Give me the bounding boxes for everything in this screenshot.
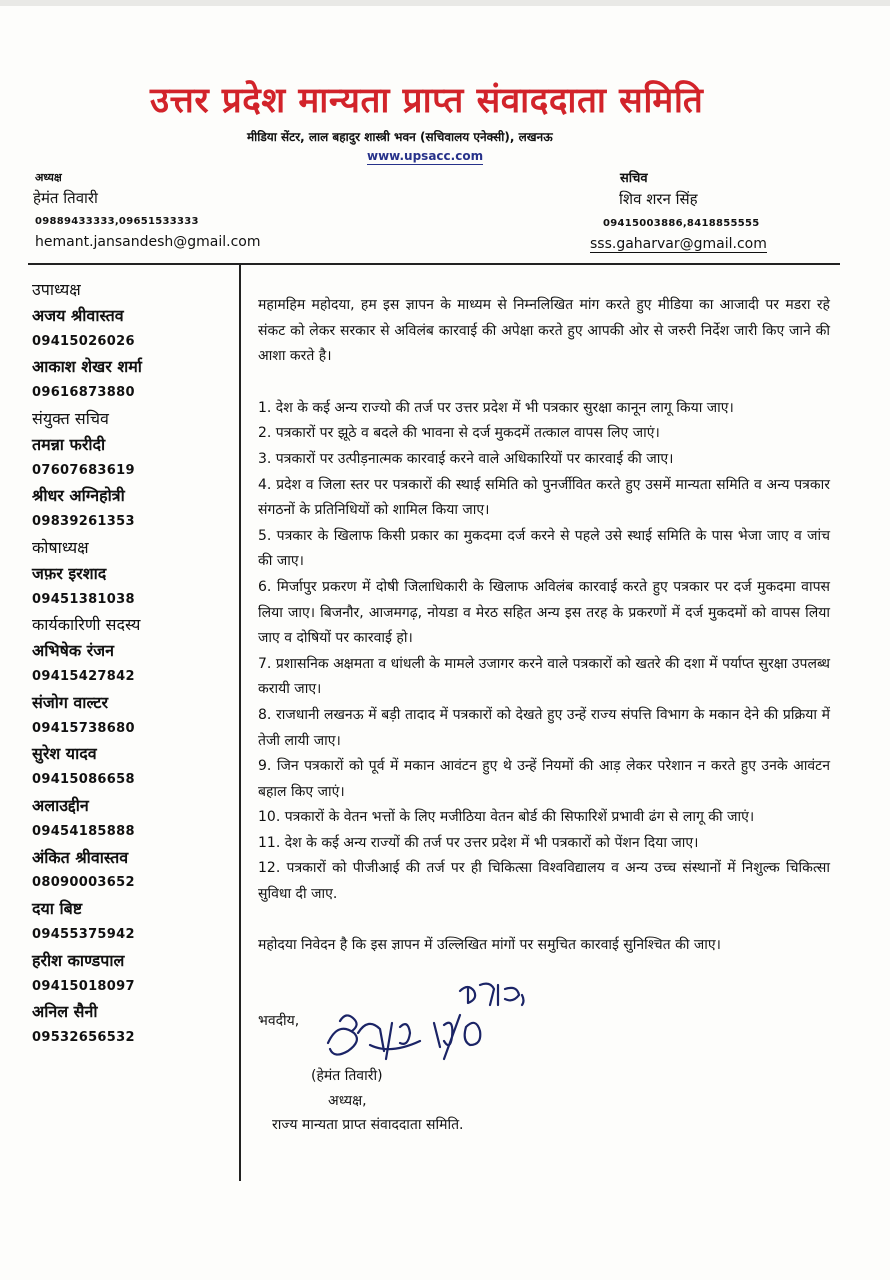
sidebar-phone: 09415427842 — [32, 668, 135, 684]
demand-item: 2. पत्रकारों पर झूठे व बदले की भावना से दर्ज मुकदमें तत्काल वापस लिए जाएं। — [258, 425, 660, 442]
sidebar-person: श्रीधर अग्निहोत्री — [32, 486, 125, 506]
letter-closing: महोदया निवेदन है कि इस ज्ञापन में उल्लिखित मांगों पर समुचित कारवाई सुनिश्चित की जाए। — [258, 936, 721, 953]
sidebar-person: आकाश शेखर शर्मा — [32, 357, 142, 377]
sidebar-divider — [239, 263, 241, 1181]
sidebar-person: हरीश काण्डपाल — [32, 950, 125, 970]
org-address: मीडिया सेंटर, लाल बहादुर शास्त्री भवन (सचिवालय एनेक्सी), लखनऊ — [247, 130, 553, 144]
demand-item: 7. प्रशासनिक अक्षमता व धांधली के मामले उजागर करने वाले पत्रकारों को खतरे की दशा में पर्याप्त सुरक्षा उपलब्ध करायी जाए। — [258, 655, 830, 698]
handwritten-signature — [300, 975, 530, 1105]
sidebar-phone: 09415738680 — [32, 720, 135, 736]
sidebar-person: अभिषेक रंजन — [32, 641, 115, 661]
signature-designation: अध्यक्ष, — [328, 1093, 367, 1109]
sidebar-phone: 09455375942 — [32, 926, 135, 942]
sidebar-section: उपाध्यक्ष — [32, 280, 81, 299]
demand-item: 3. पत्रकारों पर उत्पीड़नात्मक कारवाई करने वाले अधिकारियों पर कारवाई की जाए। — [258, 450, 674, 467]
sidebar-person: अजय श्रीवास्तव — [32, 305, 124, 325]
sidebar-phone: 07607683619 — [32, 462, 135, 478]
demand-item: 4. प्रदेश व जिला स्तर पर पत्रकारों की स्थाई समिति को पुनर्जीवित करते हुए उसमें मान्यता समिति व अन्य पत्रकार संगठनों के प्रतिनिधियों को शामिल किया जाए। — [258, 476, 830, 519]
demand-item: 1. देश के कई अन्य राज्यो की तर्ज पर उत्तर प्रदेश में भी पत्रकार सुरक्षा कानून लागू किया जाए। — [258, 399, 734, 416]
letter-intro: महामहिम महोदया, हम इस ज्ञापन के माध्यम से निम्नलिखित मांग करते हुए मीडिया का आजादी पर मडरा रहे संकट को लेकर सरकार से अविलंब कारवाई की अपेक्षा करते हुए आपकी ओर से जरुरी निर्देश जारी किए जाने की आशा करते है। — [258, 297, 830, 365]
demand-item: 10. पत्रकारों के वेतन भत्तों के लिए मजीठिया वेतन बोर्ड की सिफारिशें प्रभावी ढंग से लागू की जाएं। — [258, 809, 755, 826]
sidebar-person: जफ़र इरशाद — [32, 563, 107, 583]
sidebar-person: दया बिष्ट — [32, 899, 83, 919]
sidebar-section: कार्यकारिणी सदस्य — [32, 615, 141, 635]
demand-item: 12. पत्रकारों को पीजीआई की तर्ज पर ही चिकित्सा विश्वविद्यालय व अन्य उच्च संस्थानों में निशुल्क चिकित्सा सुविधा दी जाए. — [258, 860, 830, 903]
org-title: उत्तर प्रदेश मान्यता प्राप्त संवाददाता समिति — [150, 81, 704, 121]
sidebar-section: कोषाध्यक्ष — [32, 537, 89, 557]
sidebar-person: सुरेश यादव — [32, 744, 97, 764]
member-sidebar — [32, 277, 232, 1051]
sidebar-section: संयुक्त सचिव — [32, 408, 109, 428]
secretary-email[interactable]: sss.gaharvar@gmail.com — [590, 236, 767, 252]
header-divider — [28, 263, 840, 265]
signature-org: राज्य मान्यता प्राप्त संवाददाता समिति. — [272, 1117, 464, 1133]
sidebar-phone: 09616873880 — [32, 385, 135, 401]
sidebar-phone: 09451381038 — [32, 591, 135, 607]
signature-name: (हेमंत तिवारी) — [311, 1068, 383, 1084]
sidebar-phone: 09454185888 — [32, 823, 135, 839]
demand-item: 11. देश के कई अन्य राज्यों की तर्ज पर उत्तर प्रदेश में भी पत्रकारों को पेंशन दिया जाए। — [258, 834, 699, 851]
signature-salutation: भवदीय, — [258, 1013, 300, 1029]
demand-list — [258, 396, 830, 908]
demand-item: 9. जिन पत्रकारों को पूर्व में मकान आवंटन हुए थे उन्हें नियमों की आड़ लेकर परेशान न करते हुए उनके आवंटन बहाल किए जाएं। — [258, 758, 830, 800]
demand-item: 5. पत्रकार के खिलाफ किसी प्रकार का मुकदमा दर्ज करने से पहले उसे स्थाई समिति के पास भेजा जाए व जांच की जाए। — [258, 527, 830, 570]
sidebar-phone: 09839261353 — [32, 514, 135, 530]
sidebar-phone: 08090003652 — [32, 875, 135, 891]
org-website-link[interactable]: www.upsacc.com — [367, 149, 484, 163]
sidebar-person: संजोग वाल्टर — [32, 692, 109, 712]
demand-item: 8. राजधानी लखनऊ में बड़ी तादाद में पत्रकारों को देखते हुए उन्हें राज्य संपत्ति विभाग के मकान देने की प्रक्रिया में तेजी लायी जाए। — [258, 706, 830, 749]
top-edge — [0, 0, 890, 6]
sidebar-phone: 09415026026 — [32, 333, 135, 349]
president-name: हेमंत तिवारी — [33, 189, 98, 207]
sidebar-person: अलाउद्दीन — [32, 795, 89, 815]
secretary-label: सचिव — [620, 171, 648, 186]
sidebar-person: तमन्ना फरीदी — [32, 434, 106, 454]
letter-body — [258, 293, 830, 958]
president-label: अध्यक्ष — [35, 171, 62, 184]
sidebar-person: अंकित श्रीवास्तव — [32, 847, 129, 867]
sidebar-person: अनिल सैनी — [32, 1002, 98, 1022]
demand-item: 6. मिर्जापुर प्रकरण में दोषी जिलाधिकारी के खिलाफ अविलंब कारवाई करते हुए पत्रकार पर दर्ज मुकदमा वापस लिया जाए। बिजनौर, आजमगढ़, नोयडा व मेरठ सहित अन्य इस तरह के प्रकरणों में दर्ज मुकदमों को वापस लिया जाए व दोषियों पर कारवाई हो। — [258, 578, 830, 647]
president-phones: 09889433333,09651533333 — [35, 216, 199, 227]
sidebar-phone: 09415018097 — [32, 978, 135, 994]
sidebar-phone: 09415086658 — [32, 772, 135, 788]
secretary-name: शिव शरन सिंह — [619, 190, 698, 208]
president-email[interactable]: hemant.jansandesh@gmail.com — [35, 234, 261, 250]
secretary-phones: 09415003886,8418855555 — [603, 218, 760, 229]
sidebar-phone: 09532656532 — [32, 1030, 135, 1046]
